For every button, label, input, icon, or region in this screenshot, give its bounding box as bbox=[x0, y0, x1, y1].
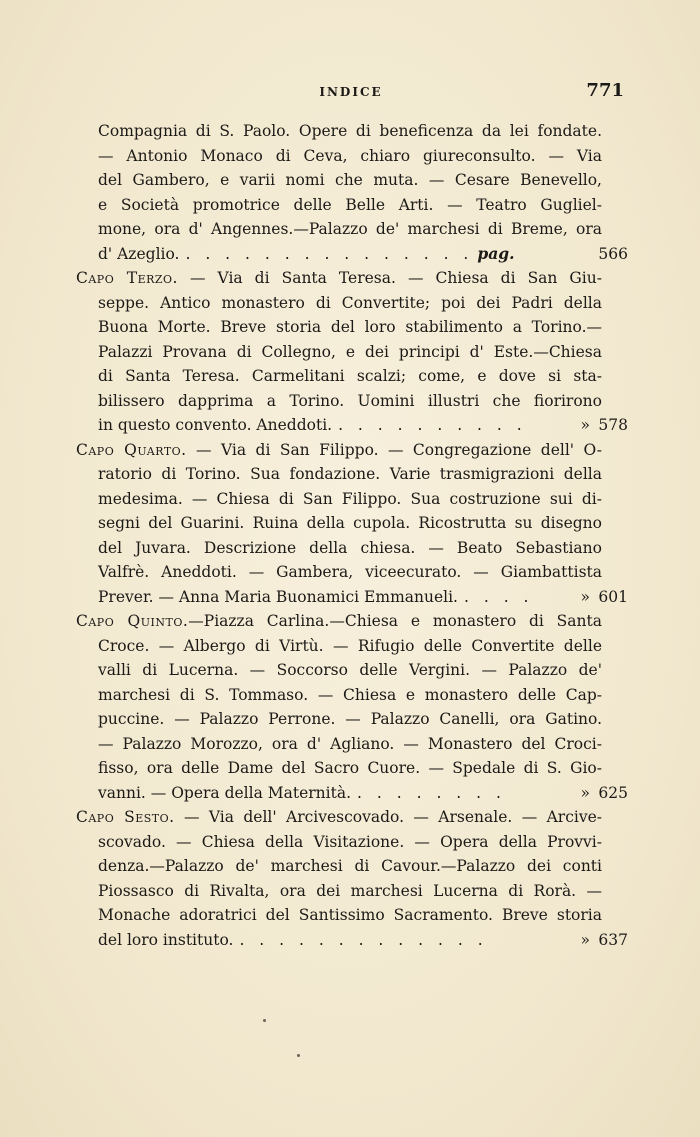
entry-last-line bbox=[76, 413, 628, 438]
entry-line-text: Prever. — Anna Maria Buonamici Emmanueli. bbox=[98, 587, 458, 606]
entry-line: seppe. Antico monastero di Convertite; poi dei Padri della bbox=[98, 293, 602, 312]
entry-last-line bbox=[76, 928, 628, 953]
entry-line: e Società promotrice delle Belle Arti. — Teatro Gugliel- bbox=[98, 195, 602, 214]
entry-first-line bbox=[76, 805, 628, 830]
page-ref-number: 566 bbox=[598, 244, 628, 263]
entry-line: Compagnia di S. Paolo. Opere di beneficenza da lei fondate. bbox=[98, 122, 602, 140]
page-ref bbox=[598, 242, 628, 267]
entry-first-line bbox=[76, 438, 628, 463]
entry-line: Monache adoratrici del Santissimo Sacramento. Breve storia bbox=[98, 906, 602, 924]
entry-line-text: d' Azeglio. bbox=[98, 244, 180, 263]
entry-line: segni del Guarini. Ruina della cupola. Ricostrutta su disegno bbox=[98, 514, 602, 532]
chapter-heading: Capo Quinto. bbox=[76, 612, 189, 630]
entry-line: — Palazzo Morozzo, ora d' Agliano. — Monastero del Croci- bbox=[98, 734, 602, 753]
index-entry-capo-terzo bbox=[76, 266, 628, 438]
entry-line: Piossasco di Rivalta, ora dei marchesi Lucerna di Rorà. — bbox=[98, 881, 602, 900]
dot-leader: . . . . bbox=[463, 587, 534, 606]
entry-line: marchesi di S. Tommaso. — Chiesa e monastero delle Cap- bbox=[98, 685, 602, 704]
entry-last-line bbox=[76, 242, 628, 267]
entry-line: di Santa Teresa. Carmelitani scalzi; come, e dove si sta- bbox=[98, 367, 602, 385]
entry-line: — Antonio Monaco di Ceva, chiaro giureconsulto. — Via bbox=[98, 146, 602, 165]
entry-line: Valfrè. Aneddoti. — Gambera, viceecurato. — Giambattista bbox=[98, 563, 602, 581]
entry-line: fisso, ora delle Dame del Sacro Cuore. — Spedale di S. Gio- bbox=[98, 759, 602, 777]
index-entry-capo-quinto bbox=[76, 609, 628, 805]
entry-line: mone, ora d' Angennes.—Palazzo de' marchesi di Breme, ora bbox=[98, 220, 602, 238]
entry-line: bilissero dapprima a Torino. Uomini illustri che fiorirono bbox=[98, 391, 602, 410]
page-ref-number: 625 bbox=[598, 783, 628, 802]
chapter-heading: Capo Terzo. bbox=[76, 269, 178, 287]
ditto-mark: » bbox=[580, 783, 590, 802]
page-ref bbox=[581, 585, 628, 610]
index-entry-compagnia bbox=[76, 119, 628, 266]
printing-speck bbox=[263, 1019, 266, 1022]
chapter-heading: Capo Quarto. bbox=[76, 440, 187, 459]
index-entries bbox=[76, 119, 628, 952]
entry-line: valli di Lucerna. — Soccorso delle Vergini. — Palazzo de' bbox=[98, 661, 602, 679]
dot-leader: . . . . . . . . bbox=[357, 783, 506, 802]
entry-first-line bbox=[76, 266, 628, 291]
entry-line: del Juvara. Descrizione della chiesa. — Beato Sebastiano bbox=[98, 538, 602, 557]
entry-line: del Gambero, e varii nomi che muta. — Cesare Benevello, bbox=[98, 171, 602, 189]
page-ref bbox=[581, 413, 628, 438]
running-head: INDICE bbox=[319, 85, 383, 99]
ditto-mark: » bbox=[580, 587, 590, 606]
entry-line-text: vanni. — Opera della Maternità. bbox=[98, 783, 352, 802]
printing-speck bbox=[297, 1054, 300, 1057]
entry-line-text: — Via dell' Arcivescovado. — Arsenale. — Arcive- bbox=[183, 808, 602, 826]
page-header bbox=[76, 80, 626, 104]
page-ref bbox=[581, 928, 628, 953]
entry-line-text: —Piazza Carlina.—Chiesa e monastero di Santa bbox=[188, 612, 602, 630]
page-number: 771 bbox=[586, 80, 624, 101]
chapter-heading: Capo Sesto. bbox=[76, 808, 175, 826]
page-ref bbox=[581, 781, 628, 806]
dot-leader: . . . . . . . . . . bbox=[338, 416, 527, 434]
entry-line-text: — Via di Santa Teresa. — Chiesa di San Giu- bbox=[190, 269, 602, 287]
entry-line: puccine. — Palazzo Perrone. — Palazzo Canelli, ora Gatino. bbox=[98, 710, 602, 728]
dot-leader: . . . . . . . . . . . . . bbox=[239, 930, 488, 949]
entry-line: Croce. — Albergo di Virtù. — Rifugio delle Convertite delle bbox=[98, 636, 602, 655]
index-entry-capo-sesto bbox=[76, 805, 628, 952]
entry-line-text: — Via di San Filippo. — Congregazione dell' O- bbox=[196, 440, 602, 459]
entry-line: medesima. — Chiesa di San Filippo. Sua costruzione sui di- bbox=[98, 489, 602, 508]
dot-leader: . . . . . . . . . . . . . . . bbox=[185, 244, 474, 263]
page-ref-number: 601 bbox=[598, 587, 628, 606]
ditto-mark: » bbox=[580, 416, 590, 434]
entry-last-line bbox=[76, 781, 628, 806]
entry-line: denza.—Palazzo de' marchesi di Cavour.—Palazzo dei conti bbox=[98, 857, 602, 875]
entry-line: scovado. — Chiesa della Visitazione. — Opera della Provvi- bbox=[98, 832, 602, 851]
entry-first-line bbox=[76, 609, 628, 634]
page-ref-number: 578 bbox=[598, 416, 628, 434]
page-ref-label: pag. bbox=[477, 243, 515, 263]
entry-last-line bbox=[76, 585, 628, 610]
entry-line: ratorio di Torino. Sua fondazione. Varie trasmigrazioni della bbox=[98, 465, 602, 483]
index-entry-capo-quarto bbox=[76, 438, 628, 610]
entry-line-text: in questo convento. Aneddoti. bbox=[98, 416, 333, 434]
entry-line-text: del loro instituto. bbox=[98, 930, 234, 949]
ditto-mark: » bbox=[580, 930, 590, 949]
page-ref-number: 637 bbox=[598, 930, 628, 949]
entry-line: Buona Morte. Breve storia del loro stabilimento a Torino.— bbox=[98, 318, 602, 336]
entry-line: Palazzi Provana di Collegno, e dei principi d' Este.—Chiesa bbox=[98, 342, 602, 361]
